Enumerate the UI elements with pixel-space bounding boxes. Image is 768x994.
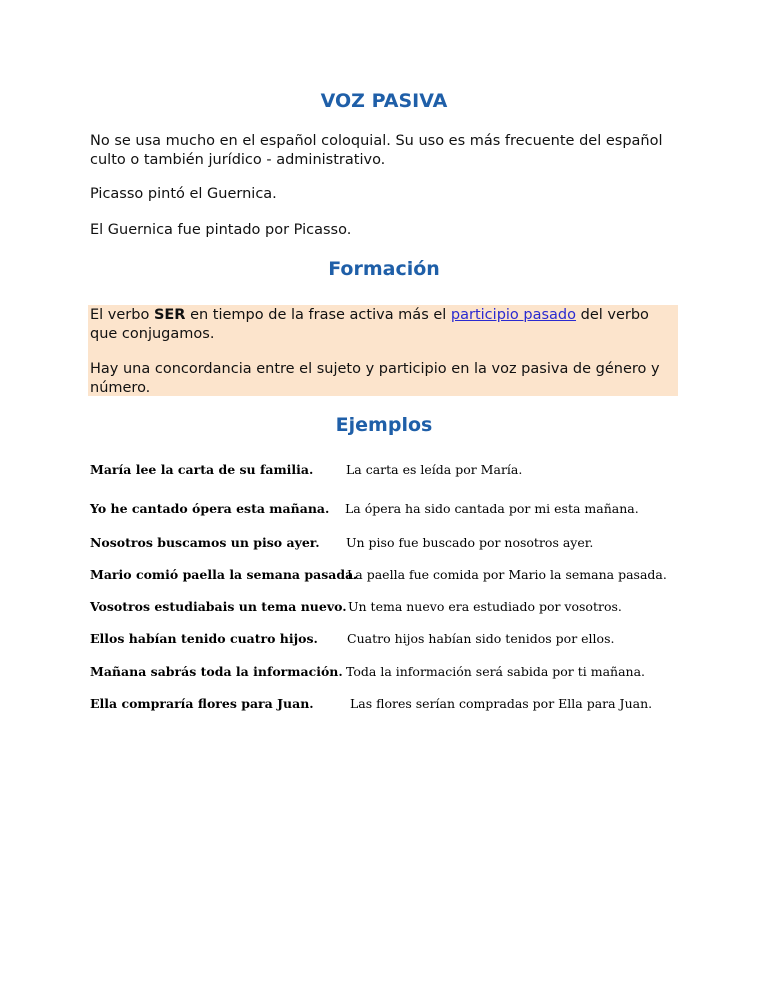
example-active-4: Mario comió paella la semana pasada. <box>90 567 358 582</box>
example-active-1: María lee la carta de su familia. <box>90 462 314 477</box>
formacion-heading: Formación <box>328 258 440 280</box>
formacion-paragraph-2: Hay una concordancia entre el sujeto y participio en la voz pasiva de género y número. <box>90 361 660 396</box>
formacion-text-start: El verbo <box>90 307 154 323</box>
example-passive-4: La paella fue comida por Mario la semana pasada. <box>347 567 667 582</box>
example-passive-1: La carta es leída por María. <box>346 462 523 477</box>
participio-pasado-link[interactable]: participio pasado <box>450 307 577 323</box>
example-active-3: Nosotros buscamos un piso ayer. <box>90 535 320 550</box>
example-passive-6: Cuatro hijos habían sido tenidos por ellos. <box>347 631 615 646</box>
formacion-text-middle: en tiempo de la frase activa más el <box>185 307 451 323</box>
ejemplos-heading: Ejemplos <box>335 414 433 436</box>
formacion-paragraph-1 <box>90 306 680 344</box>
example-passive-3: Un piso fue buscado por nosotros ayer. <box>346 535 594 550</box>
example-passive-7: Toda la información será sabida por ti mañana. <box>346 664 646 679</box>
example-passive-8: Las flores serían compradas por Ella para Juan. <box>350 696 653 711</box>
example-active-7: Mañana sabrás toda la información. <box>90 664 343 679</box>
example-active-5: Vosotros estudiabais un tema nuevo. <box>90 599 347 614</box>
page-title: VOZ PASIVA <box>320 90 448 112</box>
intro-paragraph: No se usa mucho en el español coloquial. Su uso es más frecuente del español culto o también jurídico - administrativo. <box>90 133 663 168</box>
example-active-sentence: Picasso pintó el Guernica. <box>90 186 277 202</box>
example-passive-sentence: El Guernica fue pintado por Picasso. <box>90 222 352 238</box>
example-active-2: Yo he cantado ópera esta mañana. <box>90 501 330 516</box>
example-passive-2: La ópera ha sido cantada por mi esta mañana. <box>345 501 639 516</box>
example-active-8: Ella compraría flores para Juan. <box>90 696 314 711</box>
ser-keyword: SER <box>153 307 186 323</box>
example-passive-5: Un tema nuevo era estudiado por vosotros. <box>348 599 622 614</box>
example-active-6: Ellos habían tenido cuatro hijos. <box>90 631 318 646</box>
formacion-text-end: del verbo que conjugamos. <box>90 307 649 342</box>
